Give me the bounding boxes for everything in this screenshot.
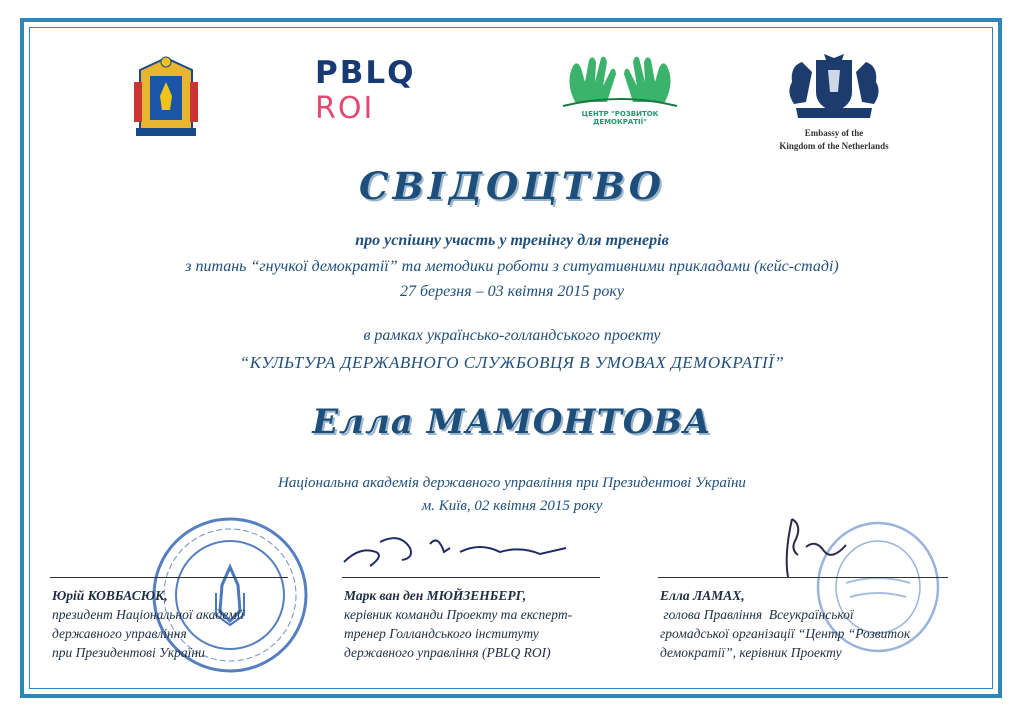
embassy-line-1: Embassy of the — [804, 128, 864, 138]
signature-line-2 — [342, 577, 600, 578]
signatory-kovbasiuk — [52, 586, 312, 662]
certificate-subtitle: про успішну участь у тренінгу для тренерів — [355, 232, 669, 249]
project-intro: в рамках українсько-голландського проекту — [363, 327, 661, 344]
signatory-title-line: демократії”, керівник Проекту — [660, 645, 842, 660]
training-dates: 27 березня – 03 квітня 2015 року — [399, 283, 625, 300]
signature-muijzenberg — [340, 522, 570, 576]
centre-logo-caption: ЦЕНТР "РОЗВИТОК ДЕМОКРАТІЇ" — [581, 110, 659, 126]
certificate-title: СВІДОЦТВО — [359, 164, 665, 208]
issuing-organization: Національна академія державного управління при Президентові України — [278, 475, 746, 491]
signatory-title-line: президент Національної академії — [52, 607, 245, 622]
signatory-title-line: голова Правління Всеукраїнської — [660, 607, 854, 622]
recipient-name: Елла МАМОНТОВА — [312, 402, 712, 442]
democracy-development-centre-logo — [555, 52, 685, 124]
signatory-title-line: громадської організації “Центр “Розвиток — [660, 626, 911, 641]
netherlands-embassy-logo — [772, 52, 896, 156]
pblq-logo-text: PBLQ — [315, 55, 416, 91]
training-topic: з питань “гнучкої демократії” та методики роботи з ситуативними прикладами (кейс-стаді) — [185, 258, 839, 275]
academy-coat-of-arms-logo — [126, 52, 206, 138]
issue-place-date: м. Київ, 02 квітня 2015 року — [421, 498, 603, 514]
signatory-name: Елла ЛАМАХ, — [660, 588, 745, 603]
roi-logo-text: ROI — [315, 91, 375, 126]
signatory-muijzenberg — [344, 586, 634, 662]
signatory-lamakh — [660, 586, 960, 662]
signatory-title-line: державного управління — [52, 626, 187, 641]
signatory-title-line: при Президентові України — [52, 645, 205, 660]
project-name: “КУЛЬТУРА ДЕРЖАВНОГО СЛУЖБОВЦЯ В УМОВАХ ДЕМОКРАТІЇ” — [239, 353, 785, 372]
embassy-line-2: Kingdom of the Netherlands — [779, 141, 889, 151]
signature-line-3 — [658, 577, 948, 578]
signature-line-1 — [50, 577, 288, 578]
signatory-name: Юрій КОВБАСЮК, — [52, 588, 168, 603]
signatory-name: Марк ван ден МЮЙЗЕНБЕРГ, — [344, 588, 527, 603]
signatory-title-line: керівник команди Проекту та експерт- — [344, 607, 573, 622]
signatory-title-line: державного управління (PBLQ ROI) — [344, 645, 551, 660]
signatory-title-line: тренер Голландського інституту — [344, 626, 539, 641]
pblq-roi-logo — [315, 55, 435, 125]
